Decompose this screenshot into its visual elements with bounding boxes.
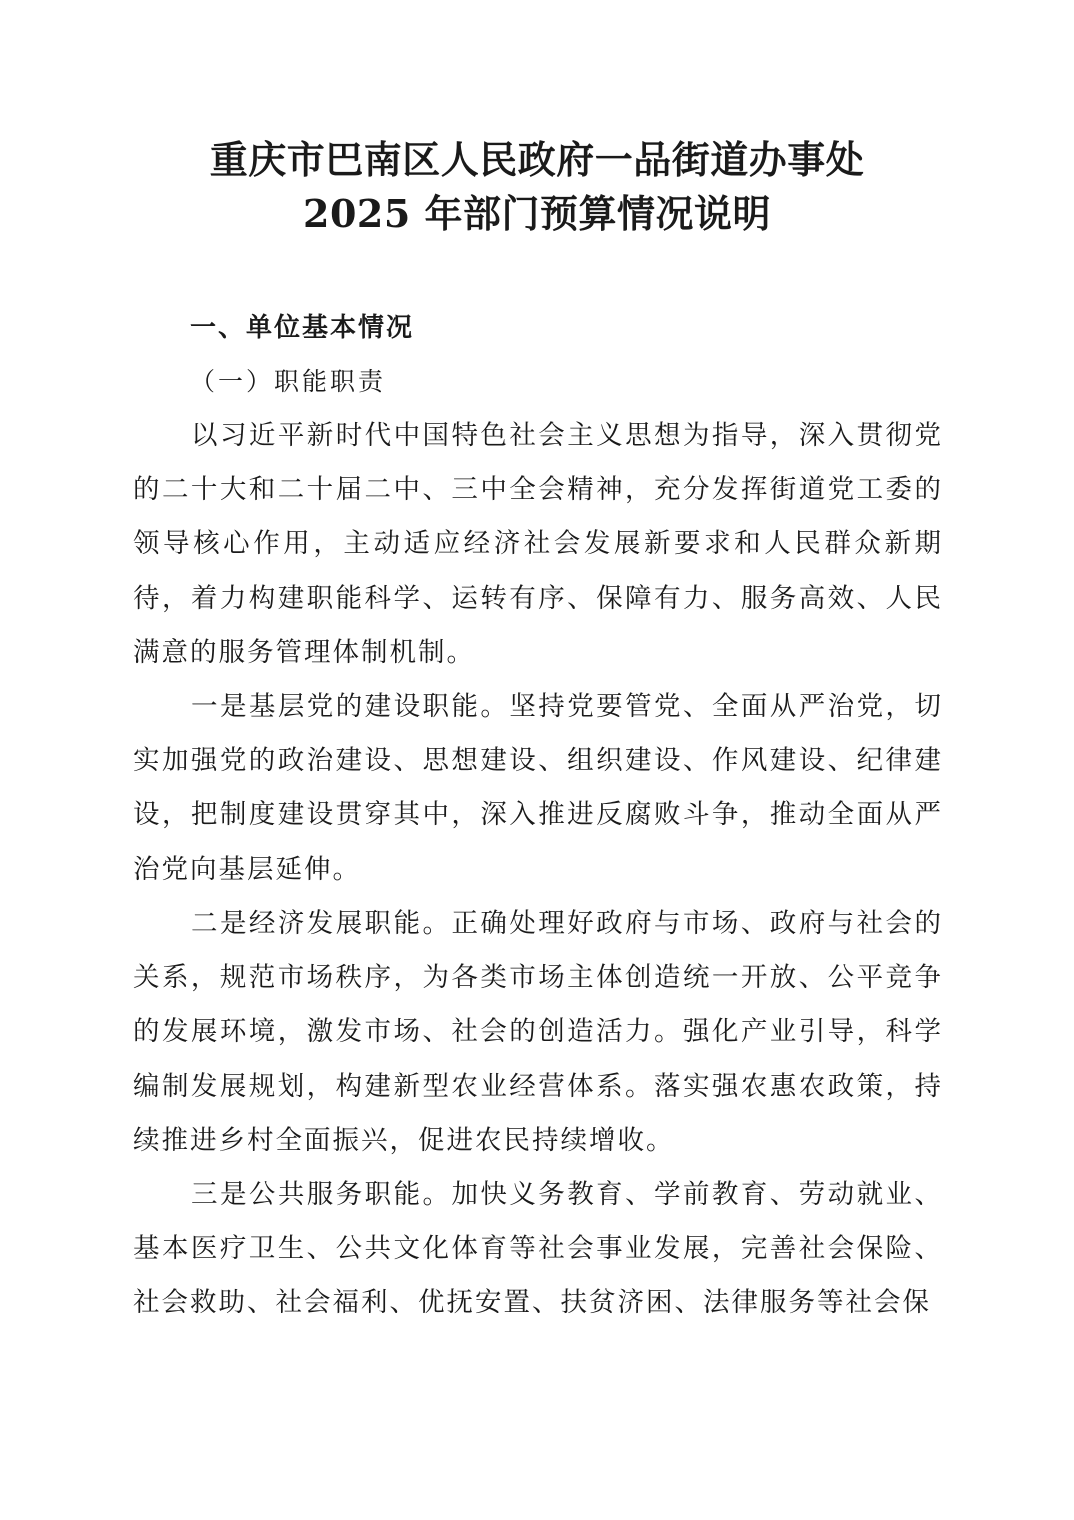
paragraph-guiding-principle: 以习近平新时代中国特色社会主义思想为指导，深入贯彻党的二十大和二十届二中、三中全会精神，充分发挥街道党工委的领导核心作用，主动适应经济社会发展新要求和人民群众新期待，着力构建职能科学、运转有序、保障有力、服务高效、人民满意的服务管理体制机制。 bbox=[133, 420, 943, 668]
subsection-heading: （一）职能职责 bbox=[190, 367, 387, 396]
paragraph-party-building: 一是基层党的建设职能。坚持党要管党、全面从严治党，切实加强党的政治建设、思想建设、组织建设、作风建设、纪律建设，把制度建设贯穿其中，深入推进反腐败斗争，推动全面从严治党向基层延伸。 bbox=[133, 691, 943, 885]
document-title-line-2: 2025 年部门预算情况说明 bbox=[303, 191, 771, 236]
document-title-line-1: 重庆市巴南区人民政府一品街道办事处 bbox=[209, 137, 865, 182]
section-heading: 一、单位基本情况 bbox=[190, 313, 415, 343]
paragraph-public-service: 三是公共服务职能。加快义务教育、学前教育、劳动就业、基本医疗卫生、公共文化体育等社会事业发展，完善社会保险、社会救助、社会福利、优抚安置、扶贫济困、法律服务等社会保 bbox=[133, 1179, 943, 1319]
paragraph-economic-development: 二是经济发展职能。正确处理好政府与市场、政府与社会的关系，规范市场秩序，为各类市场主体创造统一开放、公平竞争的发展环境，激发市场、社会的创造活力。强化产业引导，科学编制发展规划，构建新型农业经营体系。落实强农惠农政策，持续推进乡村全面振兴，促进农民持续增收。 bbox=[133, 908, 943, 1156]
